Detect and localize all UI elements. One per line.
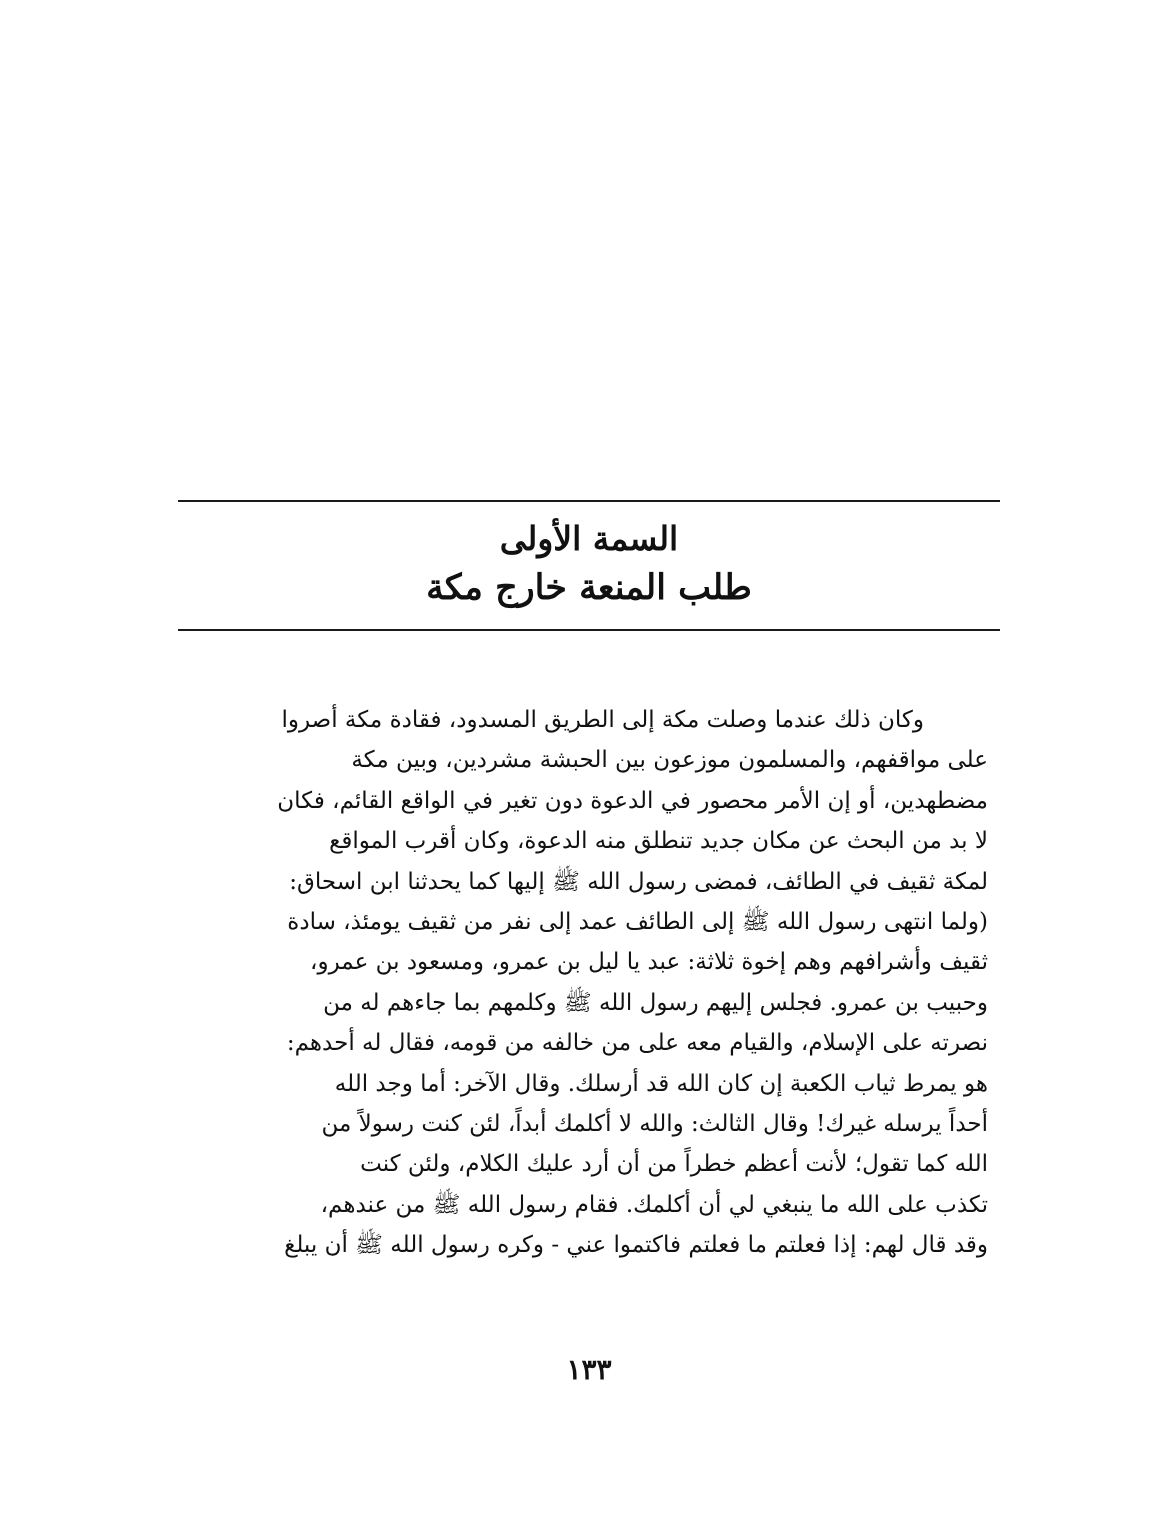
text-line: ثقيف وأشرافهم وهم إخوة ثلاثة: عبد يا ليل بن عمرو، ومسعود بن عمرو، bbox=[310, 949, 988, 976]
text-line: تكذب على الله ما ينبغي لي أن أكلمك. فقام رسول الله ﷺ من عندهم، bbox=[320, 1191, 988, 1218]
chapter-label: السمة الأولى bbox=[499, 519, 679, 558]
text-line: مضطهدين، أو إن الأمر محصور في الدعوة دون تغير في الواقع القائم، فكان bbox=[277, 787, 988, 814]
chapter-title: طلب المنعة خارج مكة bbox=[426, 567, 752, 608]
text-line: الله كما تقول؛ لأنت أعظم خطراً من أن أرد عليك الكلام، ولئن كنت bbox=[360, 1151, 988, 1178]
text-line: لمكة ثقيف في الطائف، فمضى رسول الله ﷺ إليها كما يحدثنا ابن اسحاق: bbox=[289, 868, 988, 895]
text-line: أحداً يرسله غيرك! وقال الثالث: والله لا أكلمك أبداً، لئن كنت رسولاً من bbox=[321, 1110, 988, 1137]
body-paragraph bbox=[172, 700, 988, 1265]
text-line: نصرته على الإسلام، والقيام معه على من خالفه من قومه، فقال له أحدهم: bbox=[286, 1030, 988, 1057]
text-line: على مواقفهم، والمسلمون موزعون بين الحبشة مشردين، وبين مكة bbox=[351, 747, 988, 774]
heading-bottom-rule bbox=[178, 629, 1000, 631]
text-line: وقد قال لهم: إذا فعلتم ما فعلتم فاكتموا عني - وكره رسول الله ﷺ أن يبلغ bbox=[284, 1232, 988, 1259]
page-number: ١٣٣ bbox=[566, 1353, 612, 1386]
text-line: وحبيب بن عمرو. فجلس إليهم رسول الله ﷺ وكلمهم بما جاءهم له من bbox=[323, 989, 988, 1016]
text-line: (ولما انتهى رسول الله ﷺ إلى الطائف عمد إلى نفر من ثقيف يومئذ، سادة bbox=[287, 908, 988, 935]
heading-top-rule bbox=[178, 500, 1000, 502]
text-line: وكان ذلك عندما وصلت مكة إلى الطريق المسدود، فقادة مكة أصروا bbox=[281, 707, 924, 733]
text-line: هو يمرط ثياب الكعبة إن كان الله قد أرسلك. وقال الآخر: أما وجد الله bbox=[334, 1070, 988, 1097]
text-line: لا بد من البحث عن مكان جديد تنطلق منه الدعوة، وكان أقرب المواقع bbox=[329, 828, 988, 855]
